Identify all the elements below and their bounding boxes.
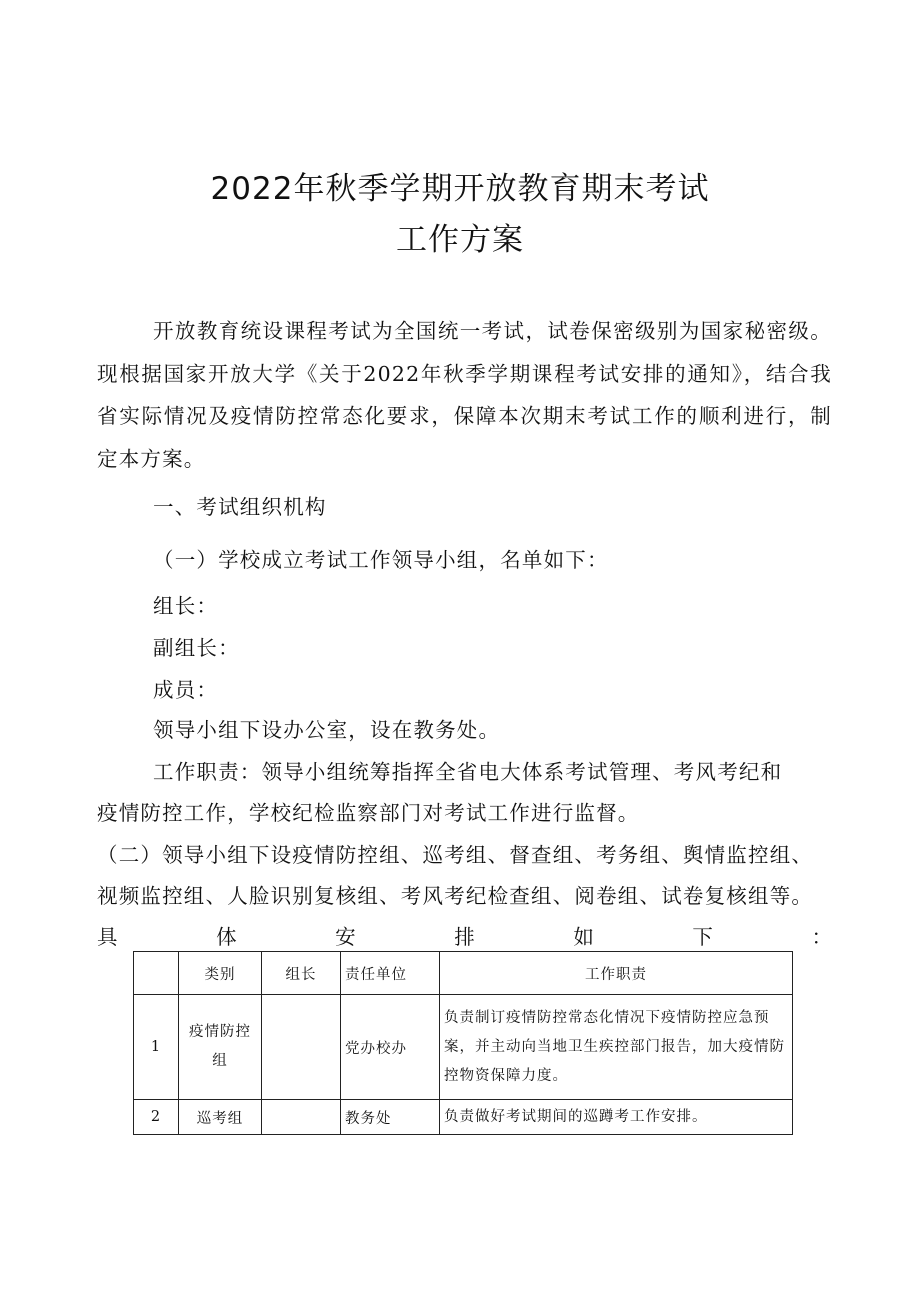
duty-text-line1: 工作职责：领导小组统筹指挥全省电大体系考试管理、考风考纪和 — [153, 760, 783, 784]
spaced-char: 安 — [335, 925, 356, 949]
row-unit: 党办校办 — [341, 995, 440, 1100]
row-num: 1 — [134, 995, 179, 1100]
row-category: 巡考组 — [179, 1100, 262, 1135]
header-category: 类别 — [179, 952, 262, 995]
intro-paragraph: 开放教育统设课程考试为全国统一考试，试卷保密级别为国家秘密级。现根据国家开放大学《关于2022年秋季学期课程考试安排的通知》，结合我省实际情况及疫情防控常态化要求，保障本次期末考试工作的顺利进行，制定本方案。 — [97, 319, 832, 471]
leader-label: 组长： — [153, 594, 219, 618]
row-unit: 教务处 — [341, 1100, 440, 1135]
row-leader — [262, 995, 341, 1100]
duty-table — [133, 951, 793, 1135]
row-duty: 负责做好考试期间的巡蹲考工作安排。 — [440, 1100, 793, 1135]
members-label: 成员： — [153, 678, 219, 702]
section-heading-1: 一、考试组织机构 — [153, 495, 327, 519]
table-row — [134, 1100, 793, 1135]
subsection-2-line1: （二）领导小组下设疫情防控组、巡考组、督查组、考务组、舆情监控组、 — [97, 843, 814, 867]
header-unit: 责任单位 — [341, 952, 440, 995]
row-duty: 负责制订疫情防控常态化情况下疫情防控应急预案，并主动向当地卫生疾控部门报告，加大疫情防控物资保障力度。 — [440, 995, 793, 1100]
spaced-char: ： — [811, 925, 832, 949]
row-leader — [262, 1100, 341, 1135]
spaced-char: 下 — [692, 925, 713, 949]
spaced-char: 具 — [97, 925, 118, 949]
row-num: 2 — [134, 1100, 179, 1135]
spaced-char: 排 — [454, 925, 475, 949]
header-duty: 工作职责 — [440, 952, 793, 995]
header-leader: 组长 — [262, 952, 341, 995]
table-row — [134, 995, 793, 1100]
vice-leader-label: 副组长： — [153, 636, 240, 660]
row-category: 疫情防控组 — [179, 995, 262, 1100]
spaced-char: 如 — [573, 925, 594, 949]
duty-text-line2: 疫情防控工作，学校纪检监察部门对考试工作进行监督。 — [97, 801, 640, 825]
document-title-line1: 2022年秋季学期开放教育期末考试 — [210, 171, 710, 207]
subsection-2-line2: 视频监控组、人脸识别复核组、考风考纪检查组、阅卷组、试卷复核组等。 — [97, 884, 814, 908]
subsection-2-line3 — [97, 920, 832, 950]
office-text: 领导小组下设办公室，设在教务处。 — [153, 718, 501, 742]
document-title-line2: 工作方案 — [396, 222, 524, 258]
header-num — [134, 952, 179, 995]
subsection-heading-1: （一）学校成立考试工作领导小组，名单如下： — [153, 548, 609, 572]
table-header-row — [134, 952, 793, 995]
spaced-char: 体 — [216, 925, 237, 949]
